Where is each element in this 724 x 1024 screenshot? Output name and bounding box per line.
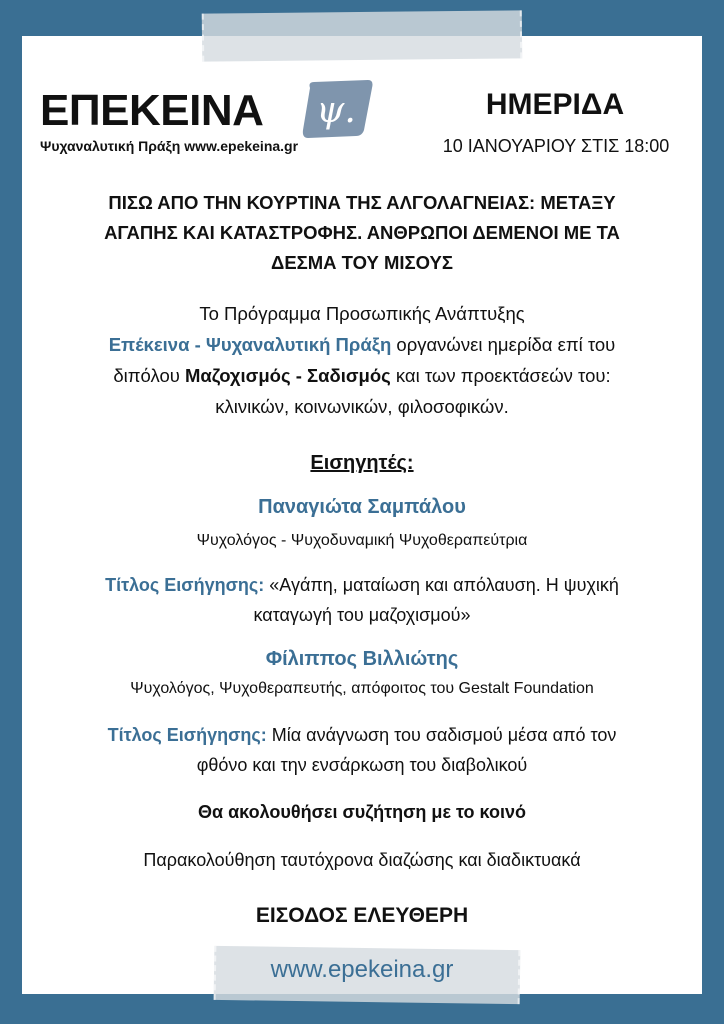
intro-text: και των προεκτάσεών του: xyxy=(390,365,611,386)
talk-title: «Αγάπη, ματαίωση και απόλαυση. Η ψυχική xyxy=(264,575,619,595)
talk-line xyxy=(20,570,704,600)
intro-paragraph xyxy=(30,298,694,422)
speaker-role: Ψυχολόγος, Ψυχοθεραπευτής, απόφοιτος του Gestalt Foundation xyxy=(130,680,594,697)
speaker-name: Φίλιππος Βιλλιώτης xyxy=(265,648,459,670)
intro-line: κλινικών, κοινωνικών, φιλοσοφικών. xyxy=(215,396,509,417)
talk-label: Τίτλος Εισήγησης: xyxy=(107,725,267,745)
talk-label: Τίτλος Εισήγησης: xyxy=(105,575,265,595)
website-link[interactable]: www.epekeina.gr xyxy=(270,956,454,983)
talk-title: Μία ανάγνωση του σαδισμού μέσα από τον xyxy=(266,725,617,745)
speakers-heading: Εισηγητές: xyxy=(310,452,414,474)
speaker-talk xyxy=(20,570,704,630)
event-title: ΗΜΕΡΙΔΑ xyxy=(485,88,625,121)
talk-line xyxy=(20,720,704,750)
free-entry: ΕΙΣΟΔΟΣ ΕΛΕΥΘΕΡΗ xyxy=(255,904,469,927)
intro-text: διπόλου xyxy=(113,365,185,386)
speaker-role: Ψυχολόγος - Ψυχοδυναμική Ψυχοθεραπεύτρια xyxy=(196,532,528,549)
intro-text: οργανώνει ημερίδα επί του xyxy=(391,334,616,355)
talk-line: φθόνο και την ενσάρκωση του διαβολικού xyxy=(196,755,528,775)
headline-line: ΑΓΑΠΗΣ ΚΑΙ ΚΑΤΑΣΤΡΟΦΗΣ. ΑΝΘΡΩΠΟΙ ΔΕΜΕΝΟΙ ΜΕ ΤΑ xyxy=(104,222,620,243)
speaker-talk xyxy=(20,720,704,780)
discussion-note: Θα ακολουθήσει συζήτηση με το κοινό xyxy=(198,802,526,822)
intro-line: Το Πρόγραμμα Προσωπικής Ανάπτυξης xyxy=(199,303,525,324)
talk-line: καταγωγή του μαζοχισμού» xyxy=(253,605,471,625)
logo-psi-symbol: ψ. xyxy=(316,90,356,131)
headline-line: ΠΙΣΩ ΑΠΟ ΤΗΝ ΚΟΥΡΤΙΝΑ ΤΗΣ ΑΛΓΟΛΑΓΝΕΙΑΣ: ΜΕΤΑΞΥ xyxy=(108,192,616,213)
epekeina-logo xyxy=(40,86,360,160)
headline-line: ΔΕΣΜΑ ΤΟΥ ΜΙΣΟΥΣ xyxy=(271,252,453,273)
event-date: 10 ΙΑΝΟΥΑΡΙΟΥ ΣΤΙΣ 18:00 xyxy=(442,136,670,156)
headline xyxy=(40,188,684,278)
attendance-note: Παρακολούθηση ταυτόχρονα διαζώσης και διαδικτυακά xyxy=(143,850,581,870)
topic-name: Μαζοχισμός - Σαδισμός xyxy=(184,365,391,386)
psi-logo-icon xyxy=(302,80,374,138)
tape-top xyxy=(202,10,522,61)
speaker-name: Παναγιώτα Σαμπάλου xyxy=(258,496,466,518)
organization-name: Επέκεινα - Ψυχαναλυτική Πράξη xyxy=(108,334,392,355)
logo-word: ΕΠΕΚΕΙΝΑ xyxy=(40,86,264,135)
logo-subtitle: Ψυχαναλυτική Πράξη www.epekeina.gr xyxy=(40,138,299,154)
intro-line xyxy=(30,360,694,391)
intro-line xyxy=(30,329,694,360)
